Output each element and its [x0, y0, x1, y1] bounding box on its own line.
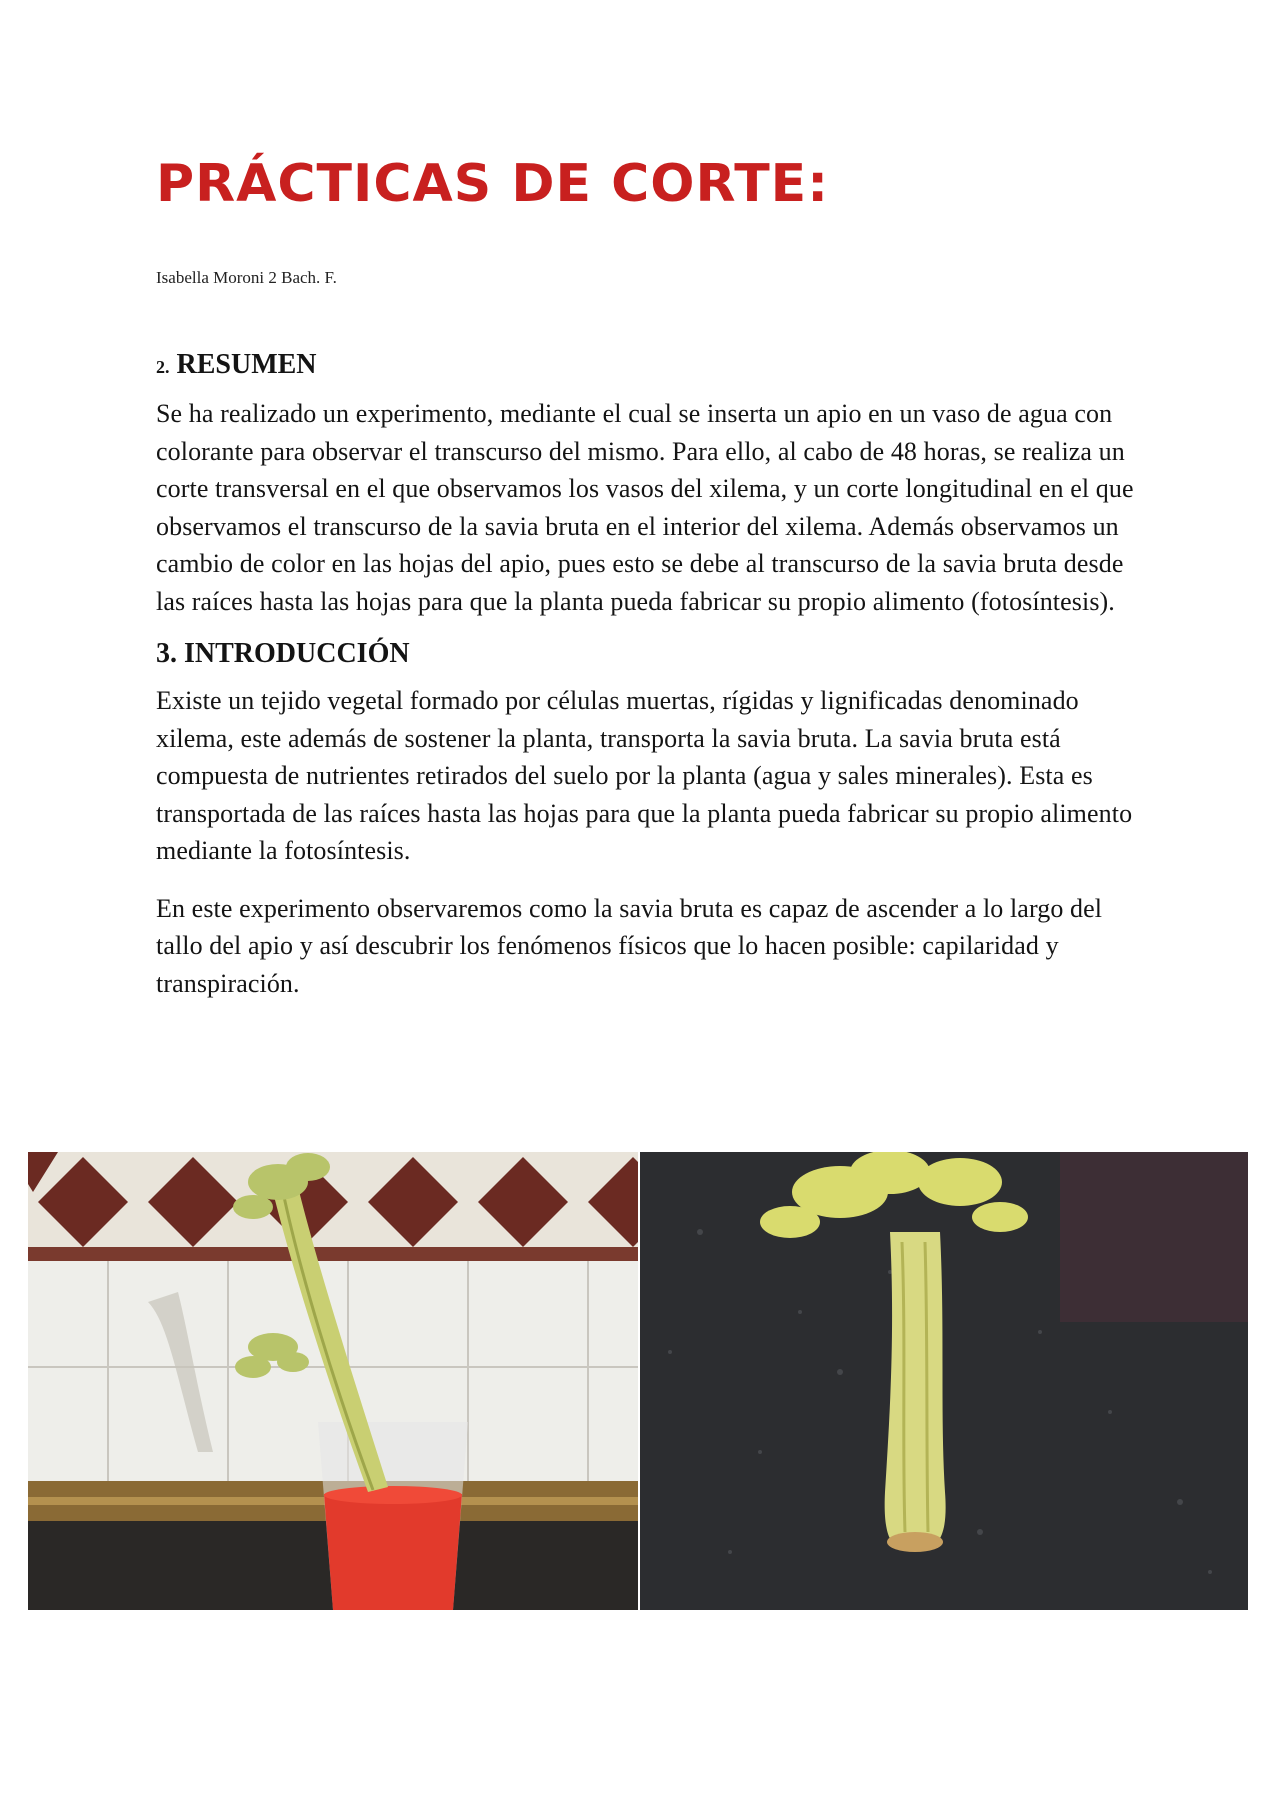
section-title: RESUMEN [176, 349, 317, 380]
section-resumen [156, 345, 1136, 620]
photo-celery-in-red-water-glass [28, 1152, 638, 1610]
photo-celery-stalk-cut-end [640, 1152, 1248, 1610]
section-introduccion [156, 634, 1136, 1002]
paragraph: Se ha realizado un experimento, mediante el cual se inserta un apio en un vaso de agua con colorante para observar el transcurso del mismo. Para ello, al cabo de 48 horas, se realiza un corte transversal en el que observamos los vasos del xilema, y un corte longitudinal en el que observamos el transcurso de la savia bruta en el interior del xilema. Además observamos un cambio de color en las hojas del apio, pues esto se debe al transcurso de la savia bruta desde las raíces hasta las hojas para que la planta pueda fabricar su propio alimento (fotosíntesis). [156, 399, 1134, 616]
section-title: INTRODUCCIÓN [184, 638, 410, 669]
section-number: 2. [156, 357, 170, 377]
section-heading [156, 345, 1136, 387]
photo-row [28, 1152, 1248, 1610]
document-body [156, 345, 1136, 1002]
document-title: PRÁCTICAS DE CORTE: [156, 154, 829, 214]
section-heading [156, 634, 1136, 674]
paragraph: Existe un tejido vegetal formado por células muertas, rígidas y lignificadas denominado xilema, este además de sostener la planta, transporta la savia bruta. La savia bruta está compuesta de nutrientes retirados del suelo por la planta (agua y sales minerales). Esta es transportada de las raíces hasta las hojas para que la planta pueda fabricar su propio alimento mediante la fotosíntesis. [156, 686, 1133, 865]
section-number: 3. [156, 638, 177, 669]
author-line: Isabella Moroni 2 Bach. F. [156, 268, 337, 287]
paragraph: En este experimento observaremos como la savia bruta es capaz de ascender a lo largo del tallo del apio y así descubrir los fenómenos físicos que lo hacen posible: capilaridad y transpiración. [156, 893, 1103, 998]
